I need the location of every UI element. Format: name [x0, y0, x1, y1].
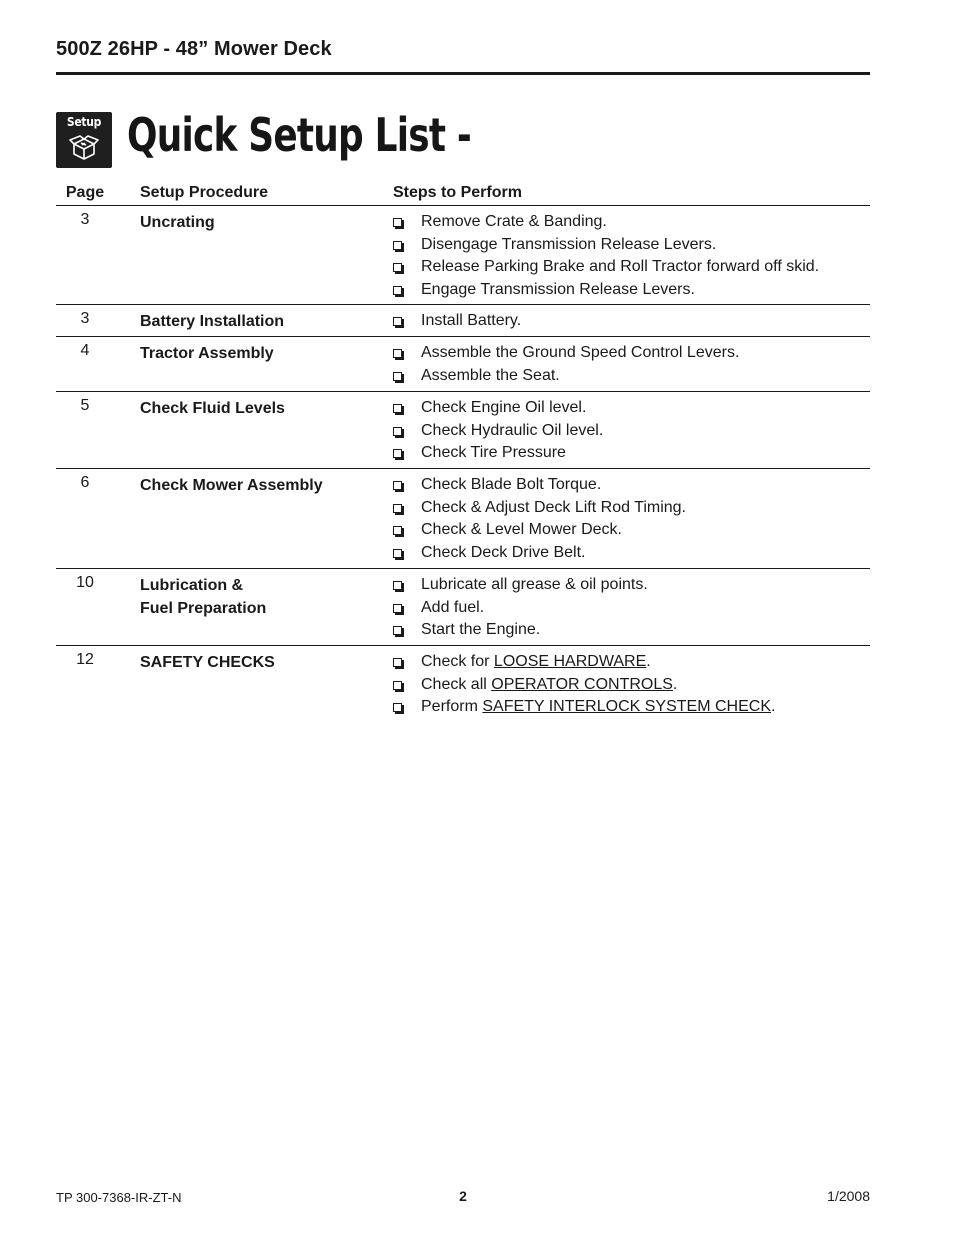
step-item — [393, 211, 870, 234]
table-row-uncrating — [56, 206, 870, 305]
step-item — [393, 310, 870, 333]
setup-icon-label: Setup — [66, 115, 102, 129]
step-text: Assemble the Seat. — [421, 366, 560, 384]
step-text: Remove Crate & Banding. — [421, 213, 607, 230]
checkbox-icon[interactable] — [393, 427, 402, 436]
row-steps — [393, 211, 870, 302]
step-text — [421, 674, 677, 697]
step-prefix: Check for — [421, 653, 494, 670]
checkbox-icon[interactable] — [393, 263, 402, 272]
step-item — [393, 279, 870, 302]
row-procedure: Tractor Assembly — [140, 345, 274, 362]
row-steps — [393, 342, 870, 387]
row-procedure: Uncrating — [140, 214, 215, 231]
loose-hardware-link[interactable]: LOOSE HARDWARE — [493, 653, 647, 670]
step-text: Check Tire Pressure — [421, 444, 566, 462]
procedure-line: Lubrication & — [140, 577, 244, 594]
row-page-number: 4 — [80, 342, 90, 359]
step-text: Check Deck Drive Belt. — [421, 544, 586, 562]
table-row-battery — [56, 305, 870, 337]
step-text: Check Hydraulic Oil level. — [421, 421, 604, 439]
row-procedure: Check Mower Assembly — [140, 477, 323, 494]
step-suffix: . — [672, 675, 678, 693]
document-header-title: 500Z 26HP - 48” Mower Deck — [56, 38, 332, 60]
table-row-fluid-levels — [56, 392, 870, 469]
open-box-icon — [69, 132, 99, 162]
checkbox-icon[interactable] — [393, 317, 402, 326]
checkbox-icon[interactable] — [393, 703, 402, 712]
step-suffix: . — [771, 698, 776, 716]
step-item — [393, 497, 870, 520]
checkbox-icon[interactable] — [393, 404, 402, 413]
checkbox-icon[interactable] — [393, 626, 402, 635]
column-header-steps: Steps to Perform — [393, 184, 522, 201]
row-page-number: 6 — [80, 474, 90, 491]
table-row-safety-checks — [56, 646, 870, 731]
step-item — [393, 474, 870, 497]
column-header-procedure: Setup Procedure — [140, 184, 269, 201]
step-item — [393, 397, 870, 420]
step-text: Disengage Transmission Release Levers. — [421, 235, 717, 253]
step-text: Assemble the Ground Speed Control Levers. — [421, 344, 740, 361]
page-footer — [56, 1188, 870, 1208]
row-page-number: 3 — [80, 211, 90, 228]
row-page-number: 10 — [76, 574, 94, 591]
row-steps — [393, 474, 870, 565]
setup-table — [56, 206, 870, 731]
row-procedure: Check Fluid Levels — [140, 400, 285, 417]
row-procedure: Battery Installation — [140, 313, 285, 330]
step-item — [393, 519, 870, 542]
checkbox-icon[interactable] — [393, 286, 402, 295]
step-text — [421, 651, 651, 674]
publication-date: 1/2008 — [827, 1188, 870, 1204]
checkbox-icon[interactable] — [393, 604, 402, 613]
step-text: Check Blade Bolt Torque. — [421, 476, 602, 493]
checkbox-icon[interactable] — [393, 681, 402, 690]
step-text — [421, 696, 775, 719]
step-item — [393, 651, 870, 674]
row-page-number: 12 — [76, 651, 94, 668]
table-row-mower-assembly — [56, 469, 870, 569]
step-text: Add fuel. — [421, 598, 485, 616]
checkbox-icon[interactable] — [393, 481, 402, 490]
step-item — [393, 542, 870, 565]
procedure-line: Fuel Preparation — [140, 600, 267, 617]
step-text: Start the Engine. — [421, 621, 541, 639]
step-text: Check & Level Mower Deck. — [421, 521, 622, 539]
row-procedure — [140, 574, 390, 620]
document-number: TP 300-7368-IR-ZT-N — [56, 1190, 182, 1205]
step-item — [393, 342, 870, 365]
table-row-tractor-assembly — [56, 337, 870, 392]
checkbox-icon[interactable] — [393, 349, 402, 358]
row-steps — [393, 397, 870, 465]
step-prefix: Perform — [421, 698, 483, 716]
row-page-number: 3 — [80, 310, 90, 327]
step-text: Release Parking Brake and Roll Tractor forward off skid. — [421, 258, 820, 276]
checkbox-icon[interactable] — [393, 526, 402, 535]
setup-box-icon — [56, 112, 112, 168]
step-item — [393, 442, 870, 465]
checkbox-icon[interactable] — [393, 658, 402, 667]
step-prefix: Check all — [421, 675, 492, 693]
checkbox-icon[interactable] — [393, 449, 402, 458]
step-item — [393, 696, 870, 719]
page-title: Quick Setup List - — [127, 108, 472, 162]
operator-controls-link[interactable]: OPERATOR CONTROLS — [491, 675, 673, 693]
safety-interlock-link[interactable]: SAFETY INTERLOCK SYSTEM CHECK — [482, 698, 771, 716]
step-text: Lubricate all grease & oil points. — [421, 576, 648, 593]
checkbox-icon[interactable] — [393, 581, 402, 590]
step-item — [393, 597, 870, 620]
row-steps — [393, 574, 870, 642]
step-item — [393, 420, 870, 443]
step-text: Check Engine Oil level. — [421, 399, 587, 416]
step-item — [393, 234, 870, 257]
step-item — [393, 674, 870, 697]
step-item — [393, 619, 870, 642]
checkbox-icon[interactable] — [393, 549, 402, 558]
page-number: 2 — [459, 1188, 467, 1204]
checkbox-icon[interactable] — [393, 372, 402, 381]
table-header-row — [56, 184, 870, 206]
checkbox-icon[interactable] — [393, 218, 402, 227]
row-steps — [393, 651, 870, 719]
table-row-lubrication — [56, 569, 870, 646]
row-page-number: 5 — [80, 397, 90, 414]
row-steps — [393, 310, 870, 333]
checkbox-icon[interactable] — [393, 504, 402, 513]
step-text: Engage Transmission Release Levers. — [421, 281, 695, 299]
checkbox-icon[interactable] — [393, 241, 402, 250]
step-text: Check & Adjust Deck Lift Rod Timing. — [421, 498, 686, 516]
step-item — [393, 256, 870, 279]
step-suffix: . — [646, 653, 651, 670]
header-divider — [56, 72, 870, 75]
step-item — [393, 365, 870, 388]
step-item — [393, 574, 870, 597]
column-header-page: Page — [65, 184, 105, 201]
step-text: Install Battery. — [421, 312, 522, 329]
row-procedure: SAFETY CHECKS — [140, 654, 275, 671]
